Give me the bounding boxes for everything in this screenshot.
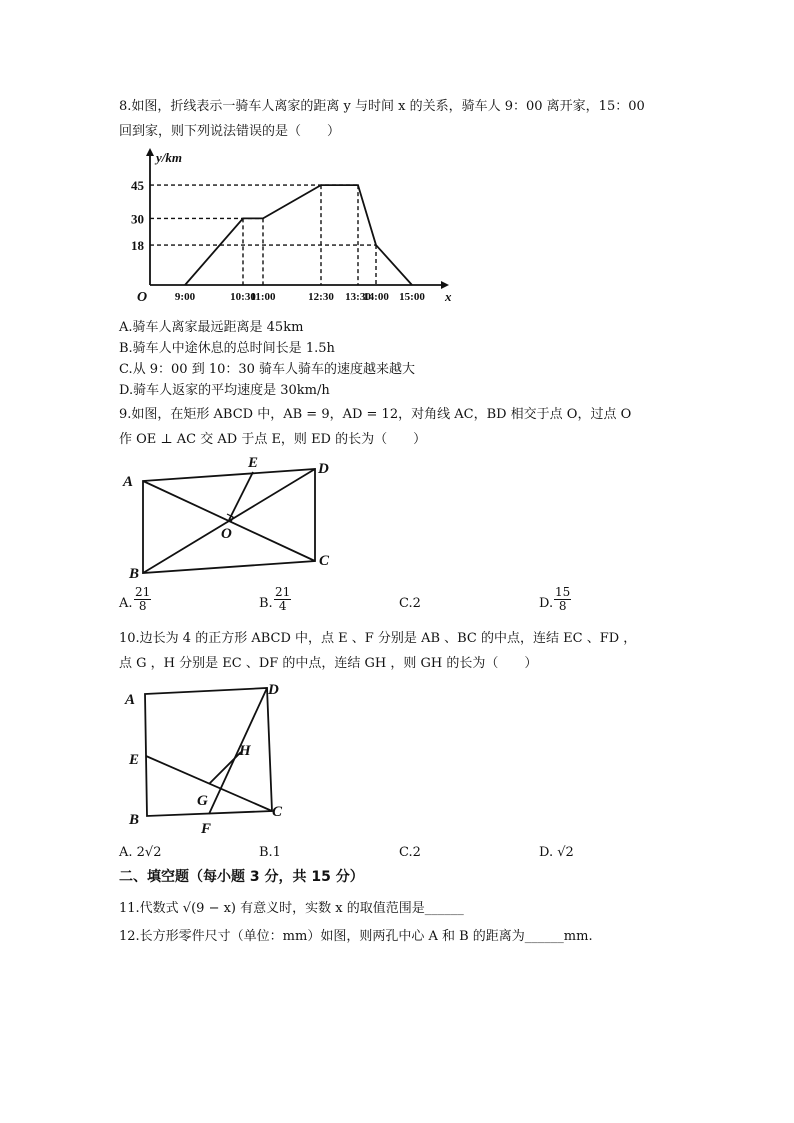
q10-line2: 点 G ，H 分别是 EC 、DF 的中点，连结 GH ，则 GH 的长为（ ） — [119, 656, 538, 671]
x-axis-label: x — [445, 289, 452, 304]
label-e: E — [248, 455, 259, 471]
label-a: A — [123, 474, 134, 490]
label-a: A — [125, 692, 136, 708]
q9-option-d-fraction — [554, 586, 571, 613]
q12-text: 12.长方形零件尺寸（单位：mm）如图，则两孔中心 A 和 B 的距离为______mm. — [119, 929, 593, 944]
label-c: C — [319, 553, 330, 569]
series-line — [185, 185, 412, 285]
q9-option-c: C.2 — [399, 596, 421, 611]
q9-option-a-prefix: A. — [119, 596, 133, 611]
diagonal-bd — [143, 469, 315, 573]
segment-fd — [209, 688, 267, 814]
q9-line2: 作 OE ⊥ AC 交 AD 于点 E，则 ED 的长为（ ） — [119, 432, 427, 447]
label-d: D — [318, 461, 329, 477]
q9-option-a-numerator: 21 — [135, 585, 151, 599]
q8-option-b: B.骑车人中途休息的总时间长是 1.5h — [119, 341, 335, 356]
q9-option-a-denominator: 8 — [138, 599, 147, 613]
q9-option-d-denominator: 8 — [558, 599, 567, 613]
q11-text: 11.代数式 √(9 − x) 有意义时，实数 x 的取值范围是______ — [119, 901, 464, 916]
q9-option-b-numerator: 21 — [275, 585, 291, 599]
q10-line1: 10.边长为 4 的正方形 ABCD 中，点 E 、F 分别是 AB 、BC 的中点，连结 EC 、FD ， — [119, 631, 637, 646]
rectangle-figure — [115, 450, 345, 585]
q9-option-b-fraction — [274, 586, 291, 613]
x-tick-label: 9:00 — [174, 291, 196, 303]
q9-option-d-numerator: 15 — [555, 585, 571, 599]
q9-option-b-prefix: B. — [259, 596, 273, 611]
y-tick-label: 45 — [131, 178, 144, 194]
label-d: D — [268, 682, 279, 698]
y-tick-label: 30 — [131, 211, 144, 227]
y-axis-label: y/km — [156, 150, 182, 165]
label-b: B — [129, 566, 140, 582]
label-b: B — [129, 812, 140, 828]
q8-option-a: A.骑车人离家最远距离是 45km — [119, 320, 304, 335]
x-tick-label: 13:30 — [345, 291, 371, 303]
label-h: H — [239, 743, 251, 759]
label-e: E — [129, 752, 140, 768]
label-g: G — [197, 793, 208, 809]
q8-option-d: D.骑车人返家的平均速度是 30km/h — [119, 383, 330, 398]
distance-time-chart — [125, 148, 465, 313]
x-tick-label: 10:30 — [230, 291, 256, 303]
origin-label: O — [137, 290, 148, 305]
q8-line2: 回到家，则下列说法错误的是（ ） — [119, 124, 341, 139]
q10-option-c: C.2 — [399, 845, 421, 860]
q9-line1: 9.如图，在矩形 ABCD 中，AB = 9，AD = 12，对角线 AC，BD 相交于点 O，过点 O — [119, 407, 632, 422]
square-abcd — [145, 688, 272, 816]
x-axis-arrow — [441, 281, 449, 289]
section-heading: 二、填空题（每小题 3 分，共 15 分） — [119, 869, 364, 885]
q9-option-a-fraction — [134, 586, 151, 613]
label-f: F — [201, 821, 212, 837]
x-tick-label: 14:00 — [363, 291, 389, 303]
y-tick-label: 18 — [131, 238, 144, 254]
q8-option-c: C.从 9：00 到 10：30 骑车人骑车的速度越来越大 — [119, 362, 416, 377]
q10-option-a: A. 2√2 — [119, 845, 162, 860]
q9-option-b-denominator: 4 — [278, 599, 287, 613]
q9-option-d-prefix: D. — [539, 596, 554, 611]
q8-line1: 8.如图，折线表示一骑车人离家的距离 y 与时间 x 的关系，骑车人 9：00 离开家，15：00 — [119, 99, 645, 114]
q10-option-d: D. √2 — [539, 845, 574, 860]
square-figure — [115, 676, 315, 841]
y-axis-arrow — [146, 148, 154, 156]
x-tick-label: 15:00 — [399, 291, 425, 303]
q10-option-b: B.1 — [259, 845, 281, 860]
label-o: O — [221, 526, 232, 542]
label-c: C — [272, 804, 283, 820]
x-tick-label: 11:00 — [250, 291, 276, 303]
x-tick-label: 12:30 — [308, 291, 334, 303]
